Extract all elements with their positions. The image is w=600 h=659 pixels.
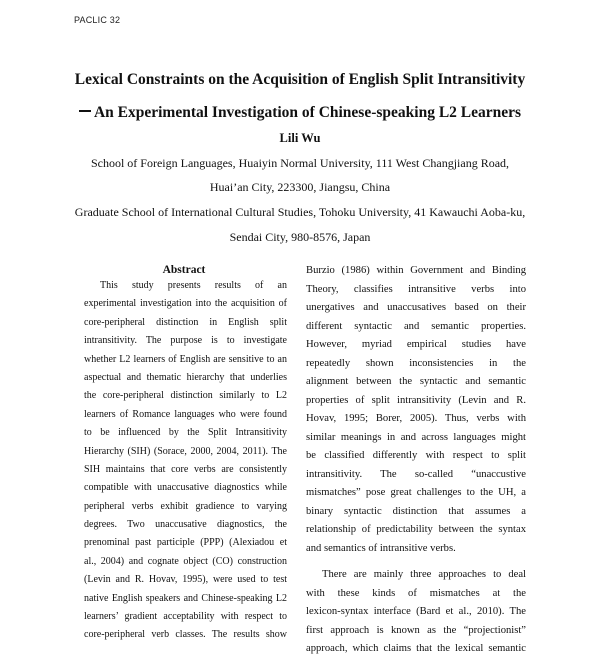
abstract-line: prenominal past participle (PPP) (Alexiadou et — [84, 537, 287, 549]
em-dash-mark — [79, 110, 91, 112]
paper-title-line1: Lexical Constraints on the Acquisition of English Split Intransitivity — [74, 71, 526, 88]
abstract-line: to be influenced by the Split Intransitivity — [84, 427, 287, 439]
body-line: There are mainly three approaches to deal — [322, 569, 526, 580]
abstract-line: core-peripheral distinction in English split — [84, 316, 287, 328]
body-line: Burzio (1986) within Government and Binding — [306, 265, 526, 276]
affiliation-line: School of Foreign Languages, Huaiyin Normal University, 111 West Changjiang Road, — [90, 156, 510, 170]
paragraph-gap — [306, 558, 526, 566]
body-line: relationship of predictability between the syntax — [306, 524, 526, 535]
abstract-line: (Levin and R. Hovav, 1995), were used to test — [84, 574, 287, 586]
paper-subtitle: An Experimental Investigation of Chinese-speaking L2 Learners — [93, 104, 522, 121]
abstract-line: SIH maintains that core verbs are consistently — [84, 463, 287, 475]
body-line: approach, which claims that the lexical semantic — [306, 643, 526, 654]
abstract-line: native English speakers and Chinese-speaking L2 — [84, 592, 287, 604]
body-line: with these kinds of mismatches at the — [306, 587, 526, 599]
affiliation-line: Huai’an City, 223300, Jiangsu, China — [209, 180, 391, 194]
abstract-line: peripheral verbs exhibit gradience to varying — [84, 500, 287, 512]
body-line: mismatches” pose great challenges to the UH, a — [306, 487, 526, 498]
abstract-line: intransitivity. The purpose is to investigate — [84, 335, 287, 347]
body-line: intransitivity. The so-called “unaccustive — [306, 468, 526, 480]
abstract-line: Hierarchy (SIH) (Sorace, 2000, 2004, 2011). The — [84, 445, 287, 457]
body-line: unergatives and unaccusatives based on their — [306, 302, 526, 313]
proceedings-tag: PACLIC 32 — [74, 15, 121, 25]
affiliation-line: Graduate School of International Cultural Studies, Tohoku University, 41 Kawauchi Aoba-ku, — [74, 205, 526, 219]
paper-title-line2 — [0, 104, 600, 122]
abstract-line: al., 2004) and cognate object (CO) construction — [84, 555, 287, 567]
body-line: Theory, classifies intransitive verbs into — [306, 283, 526, 295]
body-line: binary syntactic distinction that assumes a — [306, 505, 526, 517]
body-line: and semantics of intransitive verbs. — [306, 542, 456, 554]
body-line: Hovav, 1995; Borer, 2005). Thus, verbs with — [306, 413, 526, 424]
body-line: properties of split intransitivity (Levin and R. — [306, 394, 526, 406]
body-line: different syntactic and semantic properties. — [306, 320, 526, 332]
author-name: Lili Wu — [279, 131, 321, 145]
abstract-line: core-peripheral verb classes. The results show — [84, 629, 287, 641]
abstract-line: learners of Romance languages who were found — [84, 408, 287, 420]
abstract-heading: Abstract — [162, 264, 206, 276]
body-line: first approach is known as the “projectionist” — [306, 624, 526, 636]
body-line: repeatedly shown inconsistencies in the — [306, 357, 526, 369]
body-line: alignment between the syntactic and semantic — [306, 376, 526, 387]
abstract-line: whether L2 learners of English are sensitive to an — [84, 353, 287, 365]
body-line: However, myriad empirical studies have — [306, 339, 526, 350]
body-line: similar meanings in and across languages might — [306, 431, 526, 443]
abstract-line: compatible with unaccusative diagnostics while — [84, 482, 287, 494]
abstract-line: degrees. Two unaccusative diagnostics, the — [84, 519, 287, 531]
abstract-line: aspectual and thematic hierarchy that underlies — [84, 371, 287, 383]
abstract-line: This study presents results of an — [100, 280, 287, 291]
affiliation-line: Sendai City, 980-8576, Japan — [229, 230, 371, 244]
abstract-line: learners’ gradient acceptability with respect to — [84, 611, 287, 623]
body-line: lexicon-syntax interface (Bard et al., 2010). The — [306, 606, 526, 617]
body-line: be classified differently with respect to split — [306, 450, 526, 461]
body-text-right — [306, 262, 526, 659]
abstract-line: the core-peripheral distinction similarly to L2 — [84, 390, 287, 402]
abstract-line: experimental investigation into the acquisition of — [84, 298, 287, 310]
abstract-body — [84, 277, 287, 645]
